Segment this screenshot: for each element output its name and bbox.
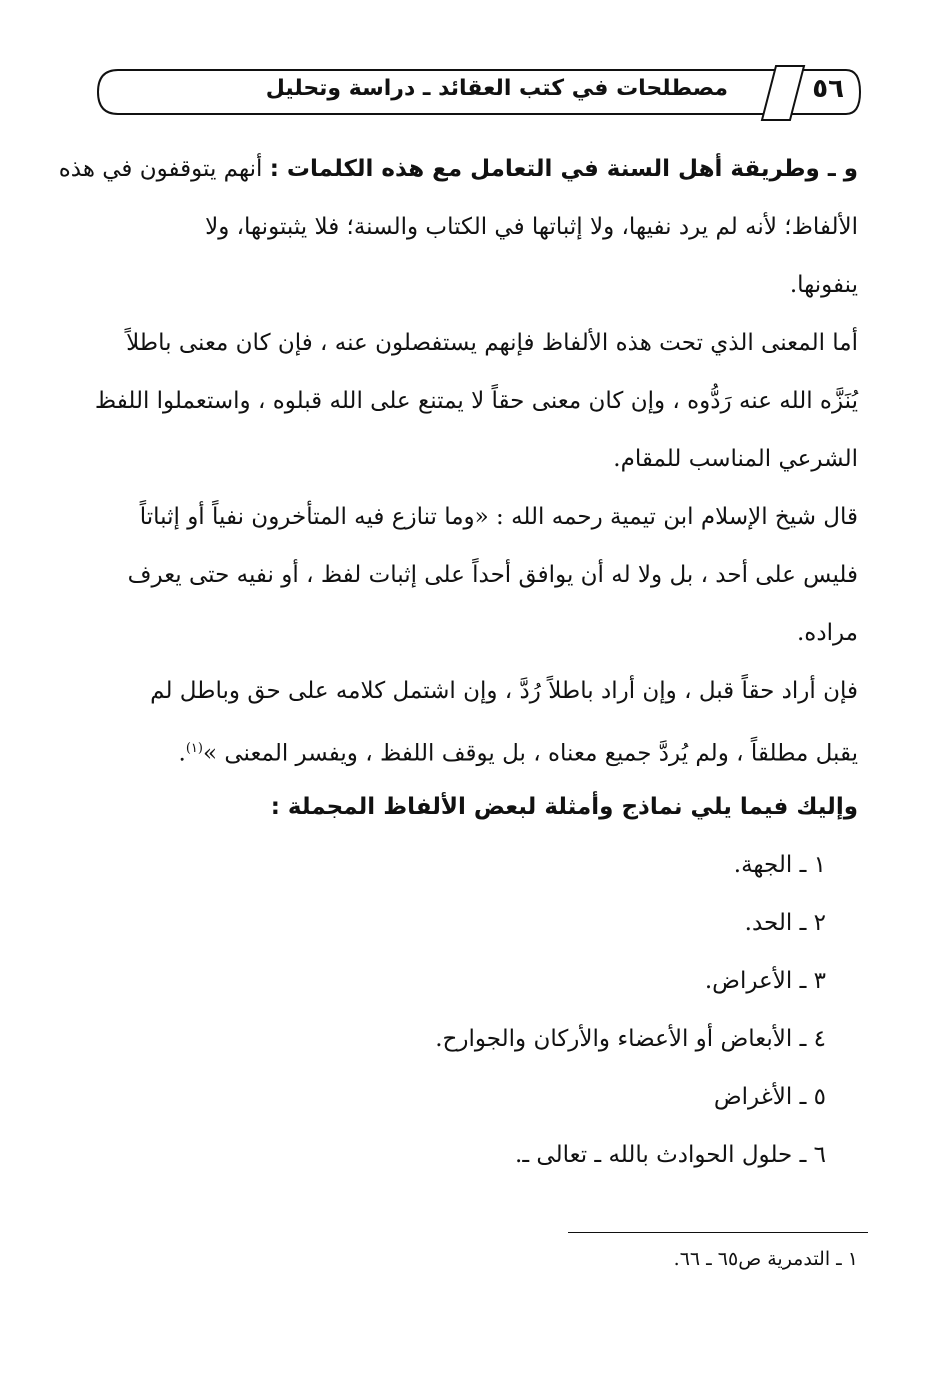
- paragraph-3-line-1: قال شيخ الإسلام ابن تيمية رحمه الله : «وما تنازع فيه المتأخرون نفياً أو إثباتاً: [139, 504, 858, 530]
- terms-list: [92, 836, 858, 1184]
- list-item: ٤ ـ الأبعاض أو الأعضاء والأركان والجوارح.: [435, 1026, 826, 1052]
- paragraph-1-line-2: الألفاظ؛ لأنه لم يرد نفيها، ولا إثباتها في الكتاب والسنة؛ فلا يثبتونها، ولا: [205, 214, 858, 240]
- paragraph-4-line-2: [92, 720, 858, 778]
- paragraph-2-line-2: يُنَزَّه الله عنه رَدُّوه ، وإن كان معنى حقاً لا يمتنع على الله قبلوه ، واستعملوا اللفظ: [94, 388, 858, 414]
- paragraph-4-line-2-end: .: [178, 740, 186, 767]
- list-item: ٥ ـ الأغراض: [713, 1084, 826, 1110]
- list-heading: وإليك فيما يلي نماذج وأمثلة لبعض الألفاظ المجملة :: [270, 794, 858, 820]
- paragraph-3-line-2: فليس على أحد ، بل ولا له أن يوافق أحداً على إثبات لفظ ، أو نفيه حتى يعرف: [127, 562, 858, 588]
- paragraph-3: [92, 488, 858, 662]
- running-header-title: مصطلحات في كتب العقائد ـ دراسة وتحليل: [265, 76, 728, 101]
- paragraph-4-line-1: فإن أراد حقاً قبل ، وإن أراد باطلاً رُدَّ ، وإن اشتمل كلامه على حق وباطل لم: [150, 678, 858, 704]
- paragraph-1-line-3: ينفونها.: [789, 272, 858, 298]
- footnote: ١ ـ التدمرية ص٦٥ ـ ٦٦.: [673, 1248, 858, 1270]
- paragraph-4: [92, 662, 858, 778]
- list-item: ٢ ـ الحد.: [744, 910, 826, 936]
- list-item: ٣ ـ الأعراض.: [704, 968, 826, 994]
- paragraph-2: [92, 314, 858, 488]
- paragraph-1-lead: و ـ وطريقة أهل السنة في التعامل مع هذه الكلمات :: [269, 156, 858, 182]
- paragraph-1: [58, 140, 858, 314]
- paragraph-4-line-2-text: يقبل مطلقاً ، ولم يُردَّ جميع معناه ، بل يوقف اللفظ ، ويفسر المعنى »: [202, 740, 858, 767]
- footnote-separator: [568, 1232, 868, 1233]
- list-item: ٦ ـ حلول الحوادث بالله ـ تعالى ـ.: [515, 1142, 826, 1168]
- footnote-ref: (١): [185, 741, 203, 756]
- paragraph-3-line-3: مراده.: [796, 620, 858, 646]
- paragraph-2-line-1: أما المعنى الذي تحت هذه الألفاظ فإنهم يستفصلون عنه ، فإن كان معنى باطلاً: [126, 330, 858, 356]
- page-number: ٥٦: [812, 74, 844, 104]
- list-item: ١ ـ الجهة.: [733, 852, 826, 878]
- paragraph-2-line-3: الشرعي المناسب للمقام.: [613, 446, 858, 472]
- page-body: [58, 140, 858, 1184]
- running-header: [88, 62, 866, 122]
- paragraph-1-line-1-rest: أنهم يتوقفون في هذه: [58, 156, 270, 182]
- paragraph-1-line-1: [58, 140, 858, 198]
